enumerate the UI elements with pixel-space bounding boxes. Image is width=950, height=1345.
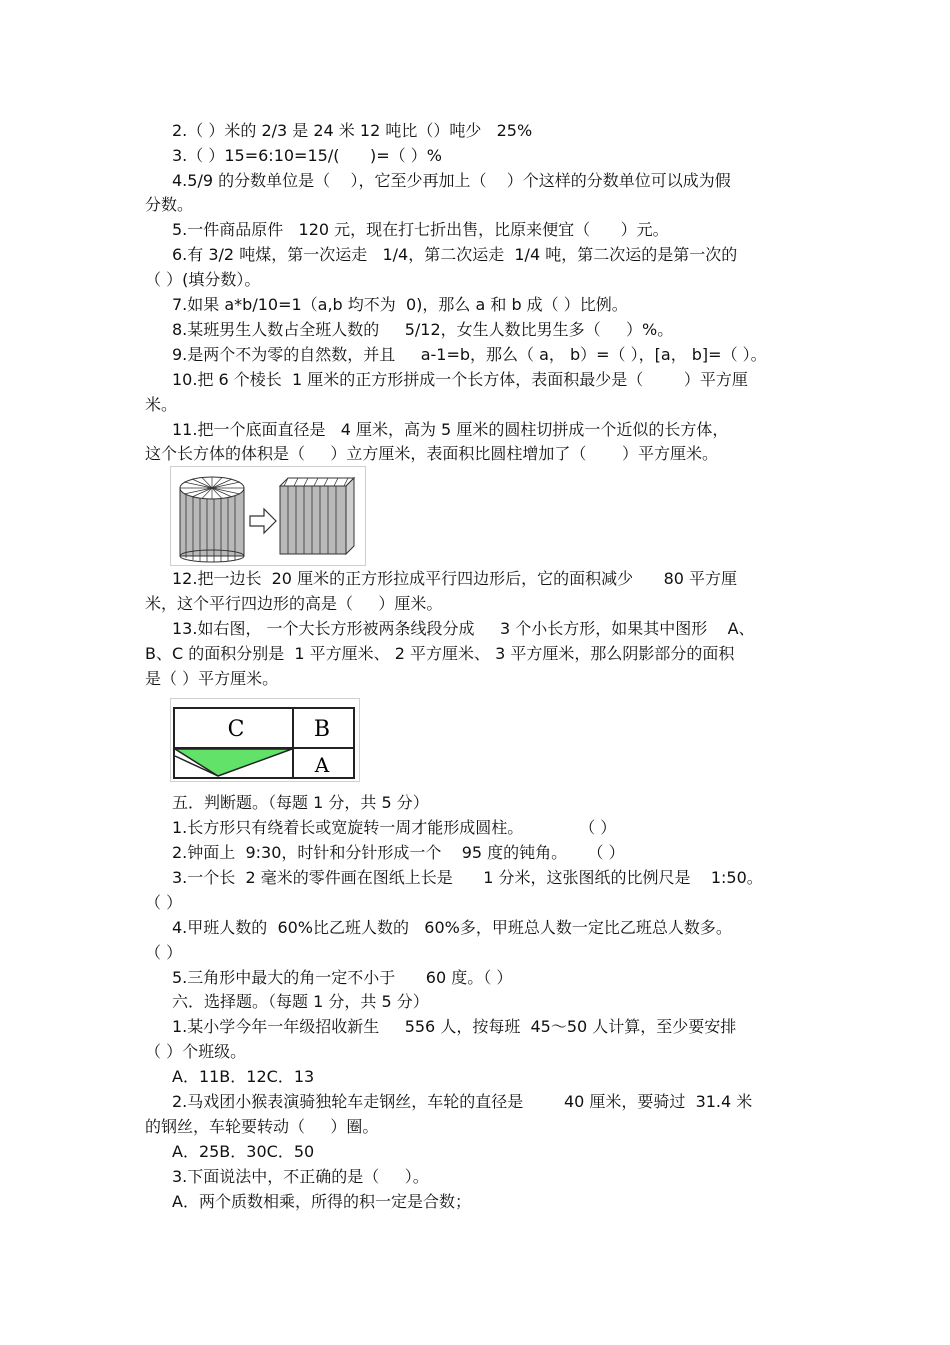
text-line: 4.5/9 的分数单位是（ ），它至少再加上（ ）个这样的分数单位可以成为假 <box>172 171 731 190</box>
text-line: 米，这个平行四边形的高是（ ）厘米。 <box>145 594 443 613</box>
label-c: C <box>227 717 245 742</box>
label-b: B <box>313 717 331 742</box>
text-line: 7.如果 a*b/10=1（a,b 均不为 0)，那么 a 和 b 成（ ）比例。 <box>172 295 628 314</box>
text-line: （ ）(填分数）。 <box>145 270 261 289</box>
text-line: 10.把 6 个棱长 1 厘米的正方形拼成一个长方体，表面积最少是（ ）平方厘 <box>172 370 748 389</box>
text-line: 1.某小学今年一年级招收新生 556 人，按每班 45～50 人计算，至少要安排 <box>172 1017 737 1036</box>
text-line: 13.如右图， 一个大长方形被两条线段分成 3 个小长方形，如果其中图形 A、 <box>172 619 755 638</box>
text-line: 3.下面说法中，不正确的是（ ）。 <box>172 1167 429 1186</box>
section-heading: 六．选择题。（每题 1 分，共 5 分） <box>172 992 429 1011</box>
text-line: 米。 <box>145 395 178 414</box>
text-line: 2.（ ）米的 2/3 是 24 米 12 吨比（）吨少 25% <box>172 121 533 140</box>
text-line: 3.（ ）15=6:10=15/( )=（ ）% <box>172 146 442 165</box>
text-line: A．25B．30C．50 <box>172 1142 315 1161</box>
text-line: 4.甲班人数的 60%比乙班人数的 60%多，甲班总人数一定比乙班总人数多。 <box>172 918 732 937</box>
text-line: 12.把一边长 20 厘米的正方形拉成平行四边形后，它的面积减少 80 平方厘 <box>172 569 738 588</box>
text-line: 5.三角形中最大的角一定不小于 60 度。（ ） <box>172 968 513 987</box>
text-line: 1.长方形只有绕着长或宽旋转一周才能形成圆柱。 （ ） <box>172 818 617 837</box>
text-line: 8.某班男生人数占全班人数的 5/12，女生人数比男生多（ ）%。 <box>172 320 674 339</box>
text-line: 的钢丝，车轮要转动（ ）圈。 <box>145 1117 379 1136</box>
text-line: 3.一个长 2 毫米的零件画在图纸上长是 1 分米，这张图纸的比例尺是 1:50。 <box>172 868 763 887</box>
text-line: 分数。 <box>145 195 194 214</box>
rectangle-abc-figure <box>170 698 360 782</box>
text-line: （ ） <box>145 943 183 962</box>
text-line: A．11B．12C．13 <box>172 1067 315 1086</box>
text-line: 6.有 3/2 吨煤，第一次运走 1/4，第二次运走 1/4 吨，第二次运的是第一次的 <box>172 245 738 264</box>
section-heading: 五．判断题。（每题 1 分，共 5 分） <box>172 793 429 812</box>
text-line: 2.钟面上 9:30，时针和分针形成一个 95 度的钝角。 （ ） <box>172 843 625 862</box>
text-line: A．两个质数相乘，所得的积一定是合数； <box>172 1192 471 1211</box>
text-line: 5.一件商品原件 120 元，现在打七折出售，比原来便宜（ ）元。 <box>172 220 669 239</box>
text-line: 是（ ）平方厘米。 <box>145 669 279 688</box>
text-line: B、C 的面积分别是 1 平方厘米、 2 平方厘米、 3 平方厘米，那么阴影部分的面积 <box>145 644 735 663</box>
text-line: 这个长方体的体积是（ ）立方厘米，表面积比圆柱增加了（ ）平方厘米。 <box>145 444 719 463</box>
text-line: 2.马戏团小猴表演骑独轮车走钢丝，车轮的直径是 40 厘米，要骑过 31.4 米 <box>172 1092 753 1111</box>
text-line: 9.是两个不为零的自然数，并且 a-1=b，那么（ a， b）=（ ），[a， b]=（ ）。 <box>172 345 767 364</box>
cylinder-to-cuboid-figure <box>170 466 366 566</box>
label-a: A <box>314 753 330 777</box>
text-line: （ ）个班级。 <box>145 1042 247 1061</box>
text-line: （ ） <box>145 893 183 912</box>
text-line: 11.把一个底面直径是 4 厘米，高为 5 厘米的圆柱切拼成一个近似的长方体， <box>172 420 729 439</box>
